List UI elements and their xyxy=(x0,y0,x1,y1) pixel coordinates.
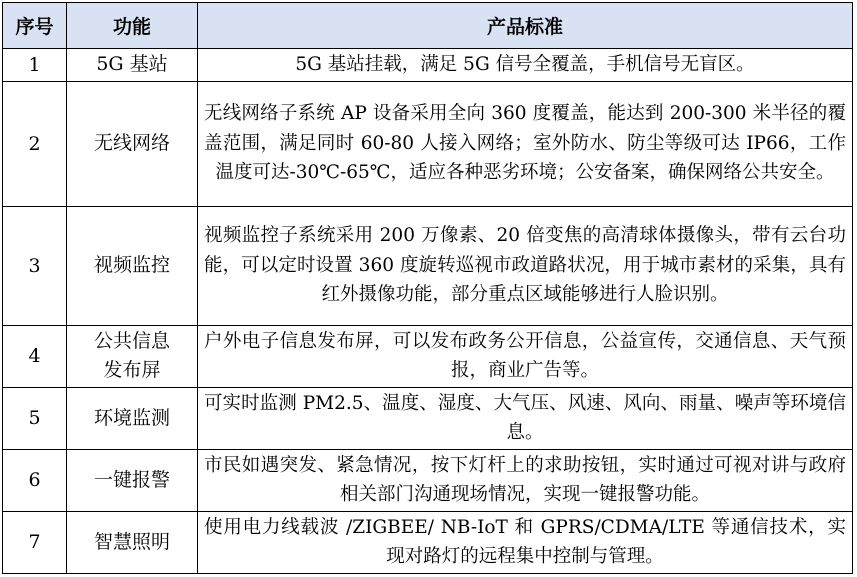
row-product-standard: 可实时监测 PM2.5、温度、湿度、大气压、风速、风向、雨量、噪声等环境信息。 xyxy=(198,387,853,449)
row-function: 智慧照明 xyxy=(67,511,198,573)
row-function: 无线网络 xyxy=(67,81,198,206)
row-product-standard: 无线网络子系统 AP 设备采用全向 360 度覆盖，能达到 200-300 米半径的覆盖范围，满足同时 60-80 人接入网络；室外防水、防尘等级可达 IP66，工作温度可达-30℃-65℃，适应各种恶劣环境；公安备案，确保网络公共安全。 xyxy=(198,81,853,206)
table-row xyxy=(3,206,853,325)
header-product-standard: 产品标准 xyxy=(198,3,853,49)
row-product-standard: 使用电力线载波 /ZIGBEE/ NB-IoT 和 GPRS/CDMA/LTE 等通信技术，实现对路灯的远程集中控制与管理。 xyxy=(198,511,853,573)
header-serial-number: 序号 xyxy=(3,3,67,49)
row-serial-number: 4 xyxy=(3,325,67,387)
table-row xyxy=(3,325,853,387)
row-product-standard: 视频监控子系统采用 200 万像素、20 倍变焦的高清球体摄像头，带有云台功能，可以定时设置 360 度旋转巡视市政道路状况，用于城市素材的采集，具有红外摄像功能，部分重点区域能够进行人脸识别。 xyxy=(198,206,853,325)
row-product-standard: 5G 基站挂载，满足 5G 信号全覆盖，手机信号无盲区。 xyxy=(198,49,853,82)
row-function: 公共信息发布屏 xyxy=(67,325,198,387)
header-function: 功能 xyxy=(67,3,198,49)
row-serial-number: 7 xyxy=(3,511,67,573)
table-row xyxy=(3,449,853,511)
table-row xyxy=(3,387,853,449)
row-serial-number: 5 xyxy=(3,387,67,449)
row-serial-number: 3 xyxy=(3,206,67,325)
row-serial-number: 2 xyxy=(3,81,67,206)
row-serial-number: 1 xyxy=(3,49,67,82)
row-serial-number: 6 xyxy=(3,449,67,511)
row-function: 5G 基站 xyxy=(67,49,198,82)
table-row xyxy=(3,49,853,82)
row-product-standard: 户外电子信息发布屏，可以发布政务公开信息，公益宣传，交通信息、天气预报，商业广告等。 xyxy=(198,325,853,387)
row-product-standard: 市民如遇突发、紧急情况，按下灯杆上的求助按钮，实时通过可视对讲与政府相关部门沟通现场情况，实现一键报警功能。 xyxy=(198,449,853,511)
table-row xyxy=(3,511,853,573)
table-header-row xyxy=(3,3,853,49)
product-standard-table xyxy=(2,2,853,574)
row-function: 环境监测 xyxy=(67,387,198,449)
row-function: 视频监控 xyxy=(67,206,198,325)
table-row xyxy=(3,81,853,206)
row-function: 一键报警 xyxy=(67,449,198,511)
